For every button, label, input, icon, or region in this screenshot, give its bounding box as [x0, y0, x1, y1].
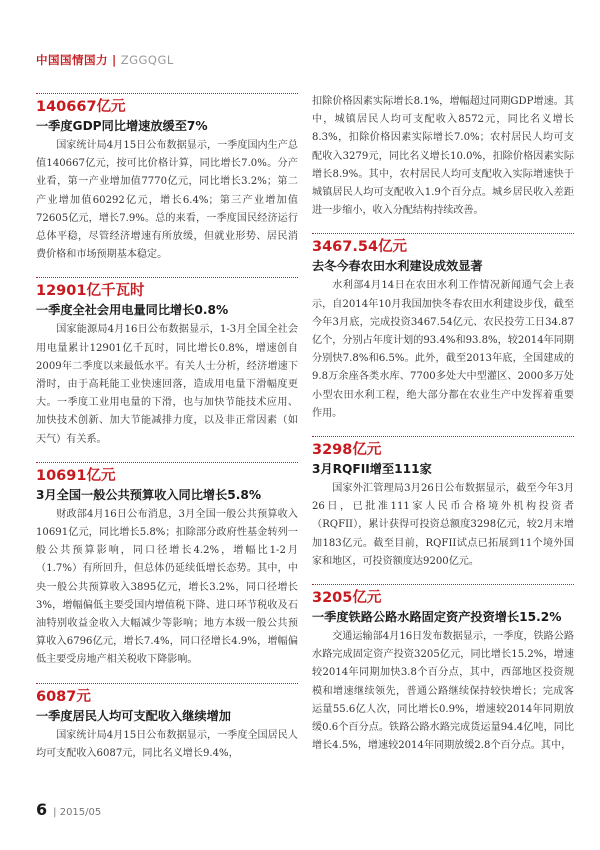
right-column [312, 93, 574, 768]
magazine-header [36, 52, 174, 68]
article-figure: 3467.54亿元 [312, 233, 574, 255]
article-body: 国家统计局4月15日公布数据显示，一季度国内生产总值140667亿元，按可比价格计算，同比增长7.0%。分产业看，第一产业增加值7770亿元，同比增长3.2%；第二产业增加值60292亿元，增长6.4%；第三产业增加值72605亿元，增长7.9%。总的来看，一季度国民经济运行总体平稳，尽管经济增速有所放缓，但就业形势、居民消费价格和市场预期基本稳定。 [36, 140, 298, 261]
article-title: 3月RQFII增至111家 [312, 462, 432, 477]
article-body: 财政部4月16日公布消息，3月全国一般公共预算收入10691亿元，同比增长5.8%；扣除部分政府性基金转列一般公共预算影响，同口径增长4.2%，增幅比1-2月（1.7%）有所回升，但总体仍延续低增长态势。其中，中央一般公共预算收入3895亿元，增长3.2%，同口径增长3%，增幅偏低主要受国内增值税下降、进口环节税收及石油特别收益金收入大幅减少等影响；地方本级一般公共预算收入6796亿元，增长7.4%，同口径增长4.9%，增幅偏低主要受房地产相关税收下降影响。 [36, 508, 298, 666]
article-body-continued: 扣除价格因素实际增长8.1%，增幅超过同期GDP增速。其中，城镇居民人均可支配收入8572元，同比名义增长8.3%，扣除价格因素实际增长7.0%；农村居民人均可支配收入3279元，同比名义增长10.0%，扣除价格因素实际增长8.9%。其中，农村居民人均可支配收入实际增速快于城镇居民人均可支配收入1.9个百分点。城乡居民收入差距进一步缩小，收入分配结构持续改善。 [312, 96, 574, 217]
article-body: 交通运输部4月16日发布数据显示，一季度，铁路公路水路完成固定资产投资3205亿元，同比增长15.2%，增速较2014年同期加快3.8个百分点，其中，西部地区投资规模和增速继续领先，普通公路继续保持较快增长；完成客运量55.6亿人次，同比增长0.9%，增速较2014年同期放缓0.6个百分点。铁路公路水路完成货运量94.4亿吨，同比增长4.5%，增速较2014年同期放缓2.8个百分点。其中， [312, 631, 574, 752]
article-rqfii [312, 436, 574, 571]
article-title: 一季度居民人均可支配收入继续增加 [36, 708, 231, 723]
article-title: 去冬今春农田水利建设成效显著 [312, 259, 483, 274]
article-gdp [36, 93, 298, 264]
magazine-brand: 中国国情国力 [36, 53, 108, 67]
header-separator: | [112, 53, 117, 67]
article-income [36, 683, 298, 763]
article-transport-investment [312, 584, 574, 755]
article-body: 水利部4月14日在农田水利工作情况新闻通气会上表示，自2014年10月我国加快冬春农田水利建设步伐，截至今年3月底，完成投资3467.54亿元、农民投劳工日34.87亿个，分别占年度计划的93.4%和93.8%，较2014年同期分别快7.8%和6.5%。此外，截至2013年底，全国建成的9.8万余座各类水库、7700多处大中型灌区、2000多万处小型农田水利工程，绝大部分都在农业生产中发挥着重要作用。 [312, 280, 574, 419]
article-figure: 12901亿千瓦时 [36, 277, 298, 299]
article-irrigation [312, 233, 574, 423]
article-figure: 6087元 [36, 683, 298, 705]
issue-date: 2015/05 [59, 807, 102, 818]
page-number: 6 [36, 800, 48, 819]
article-title: 一季度铁路公路水路固定资产投资增长15.2% [312, 610, 562, 625]
article-title: 3月全国一般公共预算收入同比增长5.8% [36, 487, 262, 502]
article-title: 一季度全社会用电量同比增长0.8% [36, 303, 229, 318]
article-electricity [36, 277, 298, 448]
issue-label: | 2015/05 [53, 807, 102, 818]
article-body: 国家外汇管理局3月26日公布数据显示，截至今年3月26日，已批准111家人民币合格境外机构投资者（RQFII），累计获得可投资总额度3298亿元，较2月末增加183亿元。截至目前，RQFII试点已拓展到11个境外国家和地区，可投资额度达9200亿元。 [312, 483, 574, 567]
page-footer [36, 800, 101, 819]
article-budget-revenue [36, 462, 298, 670]
article-body: 国家统计局4月15日公布数据显示，一季度全国居民人均可支配收入6087元，同比名义增长9.4%， [36, 729, 298, 759]
magazine-code: ZGGQGL [120, 53, 174, 67]
article-body: 国家能源局4月16日公布数据显示，1-3月全国全社会用电量累计12901亿千瓦时，同比增长0.8%，增速创自2009年二季度以来最低水平。有关人士分析，经济增速下滑时，由于高耗能工业快速回落，造成用电量下滑幅度更大。一季度工业用电量的下滑，也与加快节能技术应用、加快技术创新、加大节能减排力度，以及非正常因素（如天气）有关系。 [36, 324, 298, 445]
article-figure: 10691亿元 [36, 462, 298, 484]
article-figure: 3298亿元 [312, 436, 574, 458]
left-column [36, 93, 298, 776]
article-figure: 140667亿元 [36, 93, 298, 115]
article-income-continued [312, 93, 574, 220]
article-title: 一季度GDP同比增速放缓至7% [36, 119, 208, 133]
article-figure: 3205亿元 [312, 584, 574, 606]
